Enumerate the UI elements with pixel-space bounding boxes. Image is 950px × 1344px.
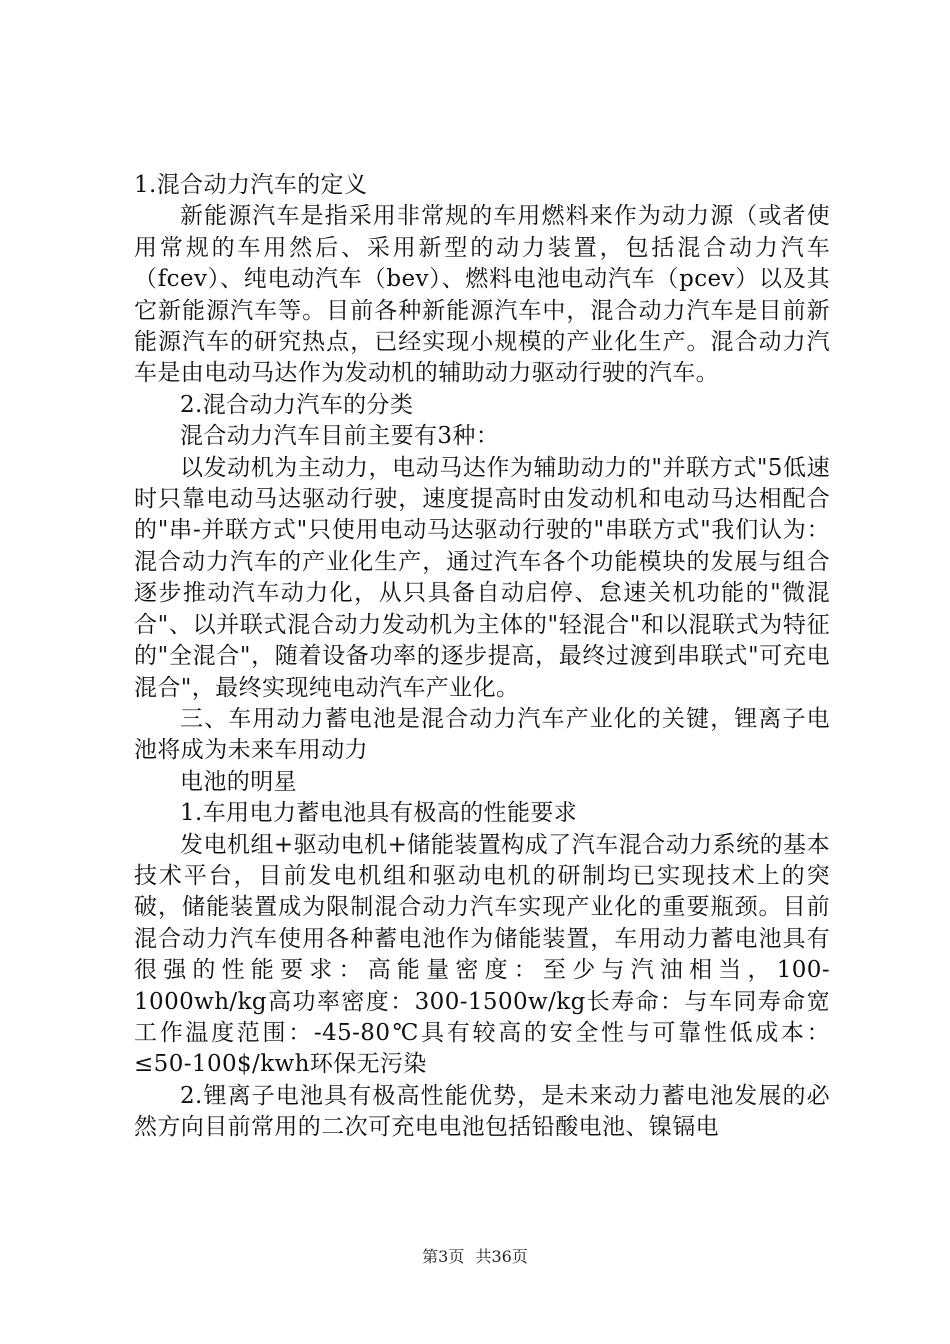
page-number: 第3页: [422, 1247, 465, 1266]
body-paragraph: 新能源汽车是指采用非常规的车用燃料来作为动力源（或者使用常规的车用然后、采用新型的动力装置，包括混合动力汽车（fcev）、纯电动汽车（bev）、燃料电池电动汽车（pcev）以及其它新能源汽车等。目前各种新能源汽车中，混合动力汽车是目前新能源汽车的研究热点，已经实现小规模的产业化生产。混合动力汽车是由电动马达作为发动机的辅助动力驱动行驶的汽车。: [134, 203, 830, 387]
page-footer: [0, 1244, 950, 1267]
document-body: [134, 170, 830, 1144]
body-paragraph: 发电机组+驱动电机+储能装置构成了汽车混合动力系统的基本技术平台，目前发电机组和驱动电机的研制均已实现技术上的突破，储能装置成为限制混合动力汽车实现产业化的重要瓶颈。目前混合动力汽车使用各种蓄电池作为储能装置，车用动力蓄电池具有很强的性能要求：高能量密度：至少与汽油相当，100-1000wh/kg高功率密度：300-1500w/kg长寿命：与车同寿命宽工作温度范围：-45-80℃具有较高的安全性与可靠性低成本：≤50-100$/kwh环保无污染: [134, 831, 830, 1078]
page-total: 共36页: [475, 1247, 528, 1266]
body-paragraph: 1.车用电力蓄电池具有极高的性能要求: [180, 800, 578, 827]
body-paragraph: 2.混合动力汽车的分类: [180, 391, 414, 418]
body-paragraph: 2.锂离子电池具有极高性能优势，是未来动力蓄电池发展的必然方向目前常用的二次可充电电池包括铅酸电池、镍镉电: [134, 1082, 830, 1141]
body-paragraph: 混合动力汽车目前主要有3种：: [180, 423, 500, 450]
body-paragraph: 电池的明星: [180, 768, 297, 795]
body-paragraph: 三、车用动力蓄电池是混合动力汽车产业化的关键，锂离子电池将成为未来车用动力: [134, 705, 830, 764]
body-paragraph: 1.混合动力汽车的定义: [134, 172, 368, 198]
body-paragraph: 以发动机为主动力，电动马达作为辅助动力的"并联方式"5低速时只靠电动马达驱动行驶，速度提高时由发动机和电动马达相配合的"串-并联方式"只使用电动马达驱动行驶的"串联方式"我们认为：混合动力汽车的产业化生产，通过汽车各个功能模块的发展与组合逐步推动汽车动力化，从只具备自动启停、怠速关机功能的"微混合"、以并联式混合动力发动机为主体的"轻混合"和以混联式为特征的"全混合"，随着设备功率的逐步提高，最终过渡到串联式"可充电混合"，最终实现纯电动汽车产业化。: [134, 454, 830, 701]
